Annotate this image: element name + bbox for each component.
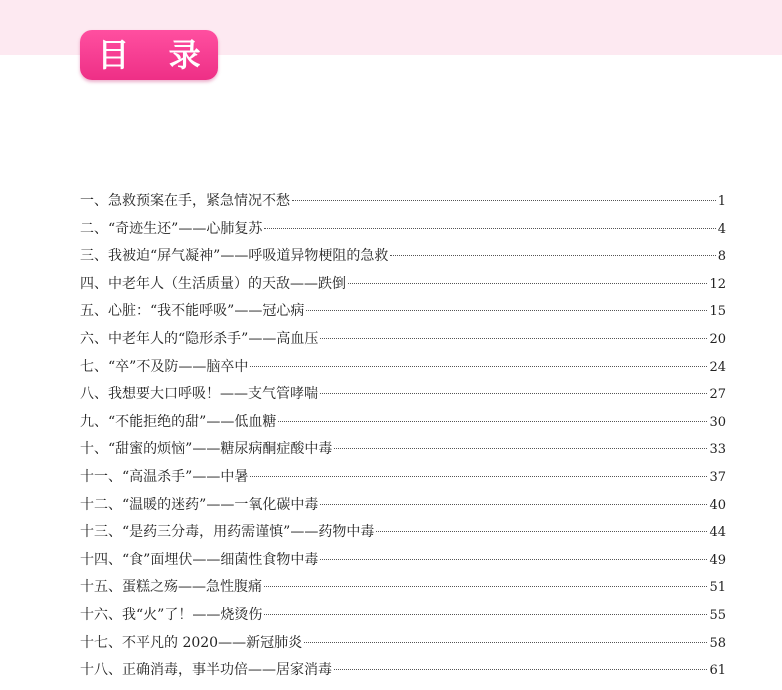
toc-entry-title: 十四、“食”面埋伏——细菌性食物中毒 — [80, 551, 319, 568]
toc-entry[interactable] — [80, 243, 726, 271]
toc-entry-page: 27 — [709, 387, 726, 403]
toc-entry-title: 九、“不能拒绝的甜”——低血糖 — [80, 413, 277, 430]
toc-entry-page: 61 — [709, 663, 726, 679]
toc-entry[interactable] — [80, 354, 726, 382]
toc-entry[interactable] — [80, 381, 726, 409]
toc-entry-page: 55 — [709, 607, 726, 623]
toc-dot-leader — [320, 503, 707, 505]
toc-entry-title: 六、中老年人的“隐形杀手”——高血压 — [80, 330, 319, 347]
toc-title-badge — [80, 30, 218, 80]
toc-entry-title: 二、“奇迹生还”——心肺复苏 — [80, 220, 263, 237]
toc-entry-title: 十八、正确消毒，事半功倍——居家消毒 — [80, 662, 332, 679]
toc-entry-page: 4 — [717, 221, 726, 237]
toc-entry-page: 15 — [709, 304, 726, 320]
toc-entry-title: 十六、我“火”了！——烧烫伤 — [80, 606, 263, 623]
toc-entry[interactable] — [80, 574, 726, 602]
toc-dot-leader — [264, 227, 715, 229]
toc-entry[interactable] — [80, 547, 726, 575]
toc-entry-page: 37 — [709, 469, 726, 485]
toc-entry-title: 十一、“高温杀手”——中暑 — [80, 468, 249, 485]
toc-dot-leader — [320, 337, 707, 339]
toc-entry[interactable] — [80, 464, 726, 492]
toc-dot-leader — [264, 613, 707, 615]
toc-entry[interactable] — [80, 630, 726, 658]
toc-dot-leader — [320, 392, 707, 394]
toc-entry-page: 44 — [709, 525, 726, 541]
toc-entry-title: 七、“卒”不及防——脑卒中 — [80, 358, 249, 375]
toc-entry-title: 十三、“是药三分毒，用药需谨慎”——药物中毒 — [80, 524, 375, 541]
toc-entry-page: 8 — [717, 249, 726, 265]
toc-entry[interactable] — [80, 436, 726, 464]
toc-entry-page: 58 — [709, 635, 726, 651]
page-title: 目 录 — [97, 36, 215, 74]
toc-entry[interactable] — [80, 216, 726, 244]
toc-entry[interactable] — [80, 271, 726, 299]
toc-entry[interactable] — [80, 188, 726, 216]
toc-entry[interactable] — [80, 657, 726, 685]
toc-entry-title: 三、我被迫“屏气凝神”——呼吸道异物梗阻的急救 — [80, 248, 389, 265]
toc-dot-leader — [250, 365, 707, 367]
toc-entry-title: 十、“甜蜜的烦恼”——糖尿病酮症酸中毒 — [80, 441, 333, 458]
toc-entry-title: 五、心脏：“我不能呼吸”——冠心病 — [80, 303, 305, 320]
toc-entry[interactable] — [80, 298, 726, 326]
toc-entry-title: 十七、不平凡的 2020——新冠肺炎 — [80, 634, 303, 651]
toc-entry[interactable] — [80, 602, 726, 630]
toc-entry-page: 20 — [709, 331, 726, 347]
toc-dot-leader — [306, 309, 707, 311]
toc-dot-leader — [304, 641, 707, 643]
toc-entry-title: 四、中老年人（生活质量）的天敌——跌倒 — [80, 275, 346, 292]
toc-dot-leader — [320, 558, 707, 560]
table-of-contents — [80, 188, 726, 685]
toc-entry[interactable] — [80, 492, 726, 520]
toc-entry[interactable] — [80, 326, 726, 354]
toc-entry-page: 49 — [709, 552, 726, 568]
toc-entry-page: 24 — [709, 359, 726, 375]
toc-dot-leader — [334, 447, 707, 449]
toc-entry-page: 33 — [709, 442, 726, 458]
toc-dot-leader — [376, 530, 707, 532]
toc-entry-title: 八、我想要大口呼吸！——支气管哮喘 — [80, 386, 318, 403]
toc-dot-leader — [278, 420, 707, 422]
toc-dot-leader — [348, 282, 707, 284]
toc-entry[interactable] — [80, 409, 726, 437]
toc-dot-leader — [292, 199, 716, 201]
toc-entry-page: 12 — [709, 276, 726, 292]
toc-entry-title: 一、急救预案在手，紧急情况不愁 — [80, 193, 290, 209]
toc-dot-leader — [264, 585, 707, 587]
toc-entry-page: 51 — [709, 580, 726, 596]
toc-dot-leader — [250, 475, 707, 477]
toc-entry-title: 十二、“温暖的迷药”——一氧化碳中毒 — [80, 496, 319, 513]
toc-entry-page: 40 — [709, 497, 726, 513]
toc-entry-page: 1 — [717, 194, 726, 209]
toc-entry-title: 十五、蛋糕之殇——急性腹痛 — [80, 579, 262, 596]
toc-entry-page: 30 — [709, 414, 726, 430]
toc-entry[interactable] — [80, 519, 726, 547]
toc-dot-leader — [334, 668, 707, 670]
toc-dot-leader — [390, 254, 715, 256]
